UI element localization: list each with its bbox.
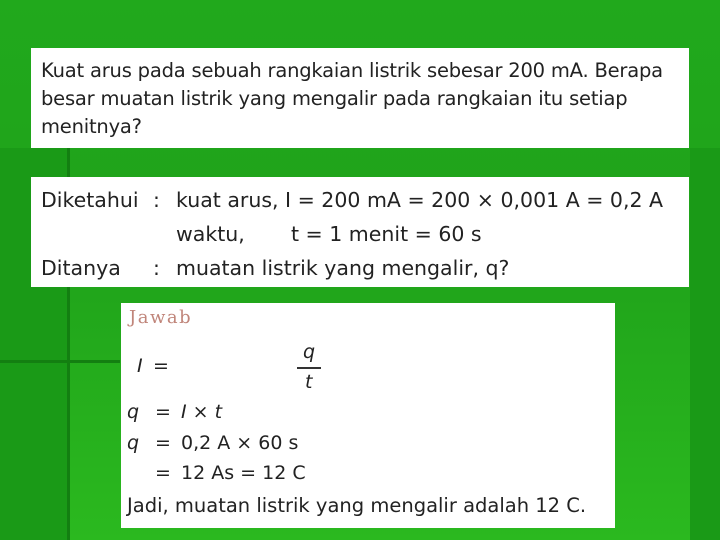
known-row-time bbox=[41, 217, 681, 251]
answer-card bbox=[121, 303, 615, 528]
formula-lhs: I bbox=[137, 355, 143, 377]
asked-text: muatan listrik yang mengalir, q? bbox=[176, 256, 510, 280]
known-time-label: waktu, bbox=[176, 222, 245, 246]
formula-equals: = bbox=[153, 355, 169, 377]
answer-conclusion: Jadi, muatan listrik yang mengalir adalah 12 C. bbox=[127, 494, 587, 517]
known-row-current bbox=[41, 183, 681, 217]
fraction-bar bbox=[297, 367, 321, 369]
step1-equals: = bbox=[155, 401, 171, 423]
formula-denominator: t bbox=[305, 371, 313, 393]
step3-rhs: 12 As = 12 C bbox=[181, 462, 306, 484]
known-card bbox=[31, 177, 689, 287]
step2-rhs: 0,2 A × 60 s bbox=[181, 432, 299, 454]
known-current-text: kuat arus, I = 200 mA = 200 × 0,001 A = 0,2 A bbox=[176, 188, 664, 212]
step2-equals: = bbox=[155, 432, 171, 454]
step2-lhs: q bbox=[127, 432, 140, 454]
formula-numerator: q bbox=[303, 341, 316, 363]
asked-label: Ditanya bbox=[41, 256, 121, 280]
known-label: Diketahui bbox=[41, 188, 139, 212]
asked-colon: : bbox=[153, 256, 160, 280]
question-line-1: Kuat arus pada sebuah rangkaian listrik sebesar 200 mA. Berapa bbox=[41, 59, 663, 82]
known-time-text: t = 1 menit = 60 s bbox=[291, 222, 482, 246]
known-colon: : bbox=[153, 188, 160, 212]
step3-equals: = bbox=[155, 462, 171, 484]
asked-row bbox=[41, 251, 681, 285]
question-card bbox=[31, 48, 689, 148]
answer-title: Jawab bbox=[129, 307, 193, 328]
question-line-3: menitnya? bbox=[41, 115, 142, 138]
background-divider-horizontal bbox=[0, 360, 120, 363]
step1-lhs: q bbox=[127, 401, 140, 423]
question-line-2: besar muatan listrik yang mengalir pada rangkaian itu setiap bbox=[41, 87, 628, 110]
step1-rhs: I × t bbox=[181, 401, 223, 423]
background-panel-right bbox=[690, 148, 720, 540]
